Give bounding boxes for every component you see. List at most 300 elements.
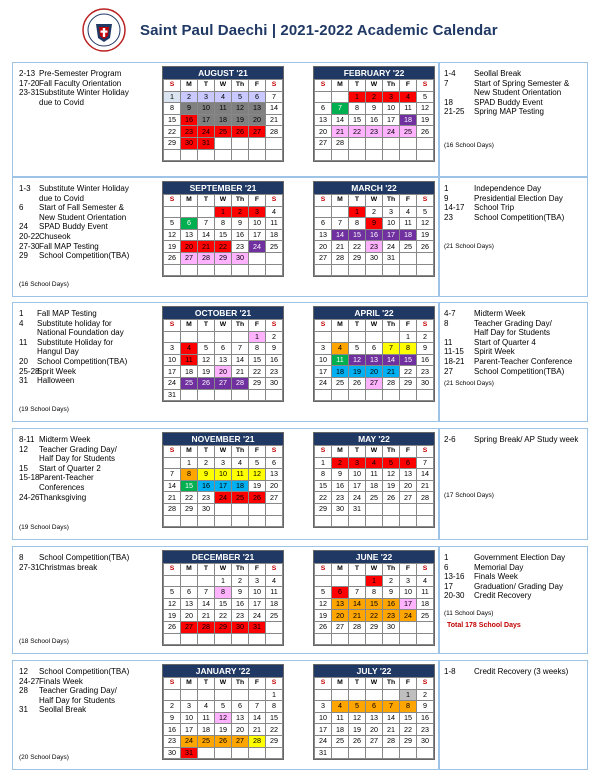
month-calendar — [162, 432, 284, 528]
weekday-label: S — [315, 678, 332, 690]
event-date: 31 — [19, 376, 28, 386]
week-row — [164, 366, 283, 378]
weekday-label: T — [198, 678, 215, 690]
week-row — [164, 492, 283, 504]
month-calendar — [313, 550, 435, 646]
day-cell — [232, 747, 249, 759]
day-cell: 20 — [181, 610, 198, 622]
day-cell: 2 — [181, 91, 198, 103]
day-cell: 12 — [349, 712, 366, 724]
event-date: 2-13 — [19, 69, 36, 78]
event-date: 14-17 — [444, 203, 465, 213]
day-cell: 8 — [366, 587, 383, 599]
day-cell: 15 — [366, 598, 383, 610]
day-cell — [349, 747, 366, 759]
day-cell — [332, 747, 349, 759]
day-cell — [349, 575, 366, 587]
day-cell: 27 — [366, 735, 383, 747]
day-cell: 13 — [249, 103, 266, 115]
event-date: 20 — [19, 356, 28, 366]
day-cell: 27 — [332, 621, 349, 633]
day-cell — [383, 503, 400, 515]
day-cell — [215, 503, 232, 515]
day-cell: 21 — [232, 366, 249, 378]
weekday-label: S — [417, 564, 434, 576]
event-date: 23 — [444, 212, 453, 222]
day-cell: 17 — [400, 598, 417, 610]
event-date: 11-15 — [444, 347, 464, 357]
day-cell — [383, 389, 400, 401]
right-school-days: (21 School Days) — [444, 243, 494, 250]
day-cell: 7 — [198, 587, 215, 599]
day-cell: 24 — [400, 610, 417, 622]
week-row — [164, 218, 283, 230]
week-row — [315, 377, 434, 389]
day-cell: 29 — [400, 735, 417, 747]
event-date: 18 — [444, 97, 453, 107]
day-cell: 1 — [215, 206, 232, 218]
day-cell: 20 — [181, 241, 198, 253]
right-school-days: (17 School Days) — [444, 492, 494, 499]
event-date: 11 — [19, 337, 28, 347]
day-cell — [232, 515, 249, 527]
day-cell: 23 — [417, 366, 434, 378]
weekday-label: W — [215, 678, 232, 690]
event-text: Seollal Break — [474, 69, 522, 78]
weekday-label: S — [164, 195, 181, 207]
week-row — [315, 114, 434, 126]
event-date: 9 — [444, 193, 449, 203]
event-text: School Competition(TBA) — [39, 553, 130, 562]
weekday-label: Th — [383, 80, 400, 92]
event-date: 29 — [19, 251, 28, 261]
event-text: Thanksgiving — [39, 492, 87, 502]
day-cell: 4 — [266, 206, 283, 218]
day-cell — [266, 621, 283, 633]
day-cell: 30 — [232, 252, 249, 264]
day-cell — [366, 633, 383, 645]
day-cell — [181, 575, 198, 587]
event-text: Half Day for Students — [39, 454, 116, 464]
weekday-label: W — [215, 320, 232, 332]
day-cell: 14 — [198, 598, 215, 610]
day-cell: 17 — [383, 229, 400, 241]
weekday-label: W — [215, 80, 232, 92]
day-cell: 1 — [181, 457, 198, 469]
event-text: Teacher Grading Day/ — [39, 686, 117, 696]
event-date: 15 — [19, 463, 28, 473]
event-text: due to Covid — [39, 193, 84, 203]
event-text: SPAD Buddy Event — [39, 222, 108, 232]
day-cell: 12 — [164, 229, 181, 241]
day-cell — [366, 689, 383, 701]
day-cell: 3 — [164, 343, 181, 355]
day-cell — [181, 331, 198, 343]
day-cell: 4 — [181, 343, 198, 355]
day-cell: 10 — [349, 469, 366, 481]
day-cell: 26 — [349, 377, 366, 389]
day-cell — [215, 515, 232, 527]
day-cell: 2 — [332, 457, 349, 469]
day-cell: 7 — [383, 343, 400, 355]
day-cell: 5 — [315, 587, 332, 599]
day-cell: 8 — [266, 701, 283, 713]
day-cell — [400, 633, 417, 645]
day-cell — [215, 137, 232, 149]
week-row — [315, 354, 434, 366]
weekday-label: T — [349, 320, 366, 332]
week-row — [164, 331, 283, 343]
day-cell: 17 — [315, 724, 332, 736]
day-cell: 5 — [249, 457, 266, 469]
day-cell — [349, 149, 366, 161]
day-cell — [266, 515, 283, 527]
day-cell — [266, 252, 283, 264]
day-cell — [332, 633, 349, 645]
weekday-label: S — [164, 80, 181, 92]
weekday-label: F — [249, 80, 266, 92]
day-cell — [332, 389, 349, 401]
event-text: due to Covid — [39, 97, 84, 107]
weekday-label: T — [198, 446, 215, 458]
event-text: Presidential Election Day — [474, 193, 563, 203]
day-cell: 11 — [266, 218, 283, 230]
month-calendar — [162, 181, 284, 277]
day-cell: 15 — [400, 712, 417, 724]
weekday-label: S — [266, 564, 283, 576]
day-cell: 15 — [349, 114, 366, 126]
day-cell: 11 — [400, 103, 417, 115]
event-text: Credit Recovery (3 weeks) — [474, 667, 569, 676]
day-cell — [164, 689, 181, 701]
day-cell: 9 — [181, 103, 198, 115]
week-row — [315, 343, 434, 355]
day-cell: 4 — [400, 206, 417, 218]
day-cell: 21 — [198, 241, 215, 253]
day-cell — [215, 149, 232, 161]
day-cell: 13 — [332, 598, 349, 610]
event-date: 12 — [19, 444, 28, 454]
weekday-label: W — [366, 564, 383, 576]
day-cell: 9 — [232, 218, 249, 230]
day-cell — [181, 206, 198, 218]
day-cell: 7 — [198, 218, 215, 230]
day-cell: 31 — [198, 137, 215, 149]
day-cell: 22 — [400, 366, 417, 378]
event-text: Conferences — [39, 482, 85, 492]
day-cell: 9 — [266, 343, 283, 355]
day-cell: 2 — [366, 91, 383, 103]
day-cell — [417, 149, 434, 161]
day-cell: 10 — [383, 103, 400, 115]
day-cell: 4 — [232, 457, 249, 469]
weekday-label: M — [332, 320, 349, 332]
day-cell: 4 — [215, 91, 232, 103]
weekday-label: W — [366, 320, 383, 332]
day-cell: 17 — [198, 114, 215, 126]
week-row — [164, 515, 283, 527]
day-cell — [198, 515, 215, 527]
day-cell: 8 — [315, 469, 332, 481]
day-cell: 19 — [249, 480, 266, 492]
day-cell: 1 — [349, 91, 366, 103]
event-text: Start of Spring Semester & — [474, 78, 570, 88]
day-cell: 18 — [417, 598, 434, 610]
event-text: School Competition(TBA) — [474, 366, 565, 376]
weekday-label: M — [181, 80, 198, 92]
event-date: 1-4 — [444, 69, 456, 78]
day-cell: 18 — [266, 229, 283, 241]
week-row — [164, 264, 283, 276]
day-cell: 25 — [332, 735, 349, 747]
day-cell: 12 — [249, 469, 266, 481]
day-cell — [366, 264, 383, 276]
day-cell: 5 — [417, 91, 434, 103]
day-cell — [349, 689, 366, 701]
day-cell: 22 — [315, 492, 332, 504]
month-grid — [314, 445, 434, 527]
weekday-label: F — [400, 678, 417, 690]
day-cell: 1 — [315, 457, 332, 469]
day-cell: 30 — [266, 377, 283, 389]
day-cell: 5 — [164, 218, 181, 230]
event-text: Memorial Day — [474, 562, 524, 572]
weekday-label: W — [215, 195, 232, 207]
day-cell: 13 — [315, 229, 332, 241]
event-text: Teacher Grading Day/ — [474, 318, 552, 328]
day-cell: 26 — [417, 241, 434, 253]
weekday-label: T — [349, 678, 366, 690]
weekday-header-row — [315, 195, 434, 207]
day-cell: 24 — [315, 377, 332, 389]
day-cell: 24 — [164, 377, 181, 389]
week-row — [315, 469, 434, 481]
day-cell: 25 — [266, 241, 283, 253]
day-cell: 9 — [198, 469, 215, 481]
day-cell: 20 — [332, 610, 349, 622]
day-cell: 11 — [266, 587, 283, 599]
day-cell: 19 — [164, 610, 181, 622]
day-cell: 4 — [266, 575, 283, 587]
day-cell: 18 — [215, 114, 232, 126]
week-row — [315, 389, 434, 401]
week-row — [164, 457, 283, 469]
day-cell — [366, 503, 383, 515]
week-row — [164, 229, 283, 241]
weekday-label: S — [417, 446, 434, 458]
day-cell: 16 — [198, 480, 215, 492]
day-cell — [249, 252, 266, 264]
day-cell: 14 — [266, 103, 283, 115]
day-cell — [349, 264, 366, 276]
day-cell: 30 — [332, 503, 349, 515]
day-cell: 20 — [400, 480, 417, 492]
day-cell: 14 — [198, 229, 215, 241]
day-cell: 29 — [349, 252, 366, 264]
day-cell: 19 — [383, 480, 400, 492]
event-date: 21-25 — [444, 107, 465, 117]
weekday-label: W — [366, 195, 383, 207]
day-cell: 22 — [366, 610, 383, 622]
weekday-label: M — [181, 446, 198, 458]
week-row — [164, 126, 283, 138]
day-cell — [266, 747, 283, 759]
event-date: 1-8 — [444, 667, 456, 676]
event-text: School Competition(TBA) — [39, 251, 130, 261]
month-grid — [314, 563, 434, 645]
weekday-label: Th — [232, 446, 249, 458]
day-cell: 28 — [349, 621, 366, 633]
weekday-label: S — [266, 80, 283, 92]
day-cell: 9 — [366, 218, 383, 230]
event-date: 1 — [444, 553, 449, 562]
week-row — [164, 377, 283, 389]
day-cell: 9 — [417, 701, 434, 713]
week-row — [164, 747, 283, 759]
day-cell: 26 — [417, 126, 434, 138]
day-cell: 23 — [366, 126, 383, 138]
day-cell: 6 — [315, 103, 332, 115]
month-title: DECEMBER '21 — [163, 551, 283, 563]
day-cell: 6 — [215, 343, 232, 355]
weekday-label: S — [164, 446, 181, 458]
day-cell: 7 — [349, 587, 366, 599]
day-cell: 11 — [366, 469, 383, 481]
weekday-label: S — [164, 320, 181, 332]
day-cell: 24 — [349, 492, 366, 504]
week-row — [315, 149, 434, 161]
day-cell: 16 — [266, 354, 283, 366]
day-cell: 23 — [366, 241, 383, 253]
event-text: Hangul Day — [37, 347, 79, 357]
day-cell: 19 — [198, 366, 215, 378]
day-cell — [215, 633, 232, 645]
event-date: 15-18 — [19, 473, 40, 483]
day-cell — [232, 149, 249, 161]
day-cell: 16 — [232, 598, 249, 610]
event-text: Halloween — [37, 376, 75, 386]
day-cell: 30 — [417, 377, 434, 389]
day-cell — [400, 515, 417, 527]
day-cell: 21 — [332, 241, 349, 253]
week-row — [315, 218, 434, 230]
day-cell: 18 — [400, 114, 417, 126]
weekday-label: S — [266, 320, 283, 332]
week-row — [164, 621, 283, 633]
day-cell: 6 — [249, 91, 266, 103]
day-cell: 28 — [417, 492, 434, 504]
weekday-label: T — [198, 195, 215, 207]
day-cell: 16 — [417, 354, 434, 366]
day-cell: 11 — [181, 354, 198, 366]
day-cell — [164, 457, 181, 469]
weekday-header-row — [164, 80, 283, 92]
day-cell: 3 — [349, 457, 366, 469]
day-cell: 30 — [164, 747, 181, 759]
day-cell: 30 — [181, 137, 198, 149]
event-date: 18-21 — [444, 356, 465, 366]
week-row — [315, 103, 434, 115]
event-date: 24-26 — [19, 492, 40, 502]
event-text: Pre-Semester Program — [39, 69, 122, 78]
day-cell — [215, 264, 232, 276]
month-grid — [163, 319, 283, 401]
day-cell: 23 — [232, 241, 249, 253]
week-row — [164, 575, 283, 587]
day-cell: 2 — [232, 575, 249, 587]
weekday-label: M — [332, 678, 349, 690]
event-date: 1 — [19, 309, 24, 318]
month-title: MAY '22 — [314, 433, 434, 445]
day-cell: 7 — [417, 457, 434, 469]
day-cell: 13 — [400, 469, 417, 481]
month-calendar — [162, 66, 284, 162]
weekday-header-row — [164, 678, 283, 690]
weekday-label: S — [417, 80, 434, 92]
day-cell: 13 — [366, 712, 383, 724]
day-cell — [383, 331, 400, 343]
event-text: Fall MAP Testing — [37, 309, 97, 318]
day-cell: 16 — [332, 480, 349, 492]
day-cell: 10 — [400, 587, 417, 599]
week-row — [315, 264, 434, 276]
weekday-label: F — [400, 446, 417, 458]
day-cell: 22 — [349, 126, 366, 138]
weekday-header-row — [315, 678, 434, 690]
day-cell: 28 — [198, 621, 215, 633]
weekday-label: W — [215, 564, 232, 576]
month-title: JANUARY '22 — [163, 665, 283, 677]
day-cell — [383, 747, 400, 759]
event-date: 25-28 — [19, 366, 40, 376]
weekday-label: F — [249, 195, 266, 207]
day-cell: 6 — [181, 587, 198, 599]
day-cell: 23 — [181, 126, 198, 138]
day-cell: 4 — [417, 575, 434, 587]
event-date: 8-11 — [19, 435, 35, 444]
day-cell: 8 — [181, 469, 198, 481]
day-cell: 18 — [181, 366, 198, 378]
weekday-label: F — [249, 678, 266, 690]
weekday-label: M — [332, 195, 349, 207]
weekday-label: S — [266, 446, 283, 458]
week-row — [164, 149, 283, 161]
total-school-days: Total 178 School Days — [447, 622, 521, 629]
day-cell — [215, 389, 232, 401]
day-cell: 12 — [215, 712, 232, 724]
day-cell: 8 — [249, 343, 266, 355]
day-cell: 28 — [266, 126, 283, 138]
day-cell — [249, 633, 266, 645]
day-cell: 3 — [383, 91, 400, 103]
left-school-days: (18 School Days) — [19, 638, 69, 645]
day-cell: 15 — [164, 114, 181, 126]
day-cell: 7 — [249, 701, 266, 713]
weekday-label: S — [417, 678, 434, 690]
day-cell: 17 — [164, 366, 181, 378]
day-cell: 12 — [164, 598, 181, 610]
weekday-label: T — [349, 446, 366, 458]
day-cell: 19 — [349, 724, 366, 736]
day-cell: 29 — [315, 503, 332, 515]
weekday-header-row — [315, 564, 434, 576]
event-text: SPAD Buddy Event — [474, 97, 543, 107]
day-cell: 27 — [266, 492, 283, 504]
week-row — [164, 241, 283, 253]
week-row — [315, 91, 434, 103]
weekday-label: T — [198, 80, 215, 92]
day-cell — [417, 252, 434, 264]
